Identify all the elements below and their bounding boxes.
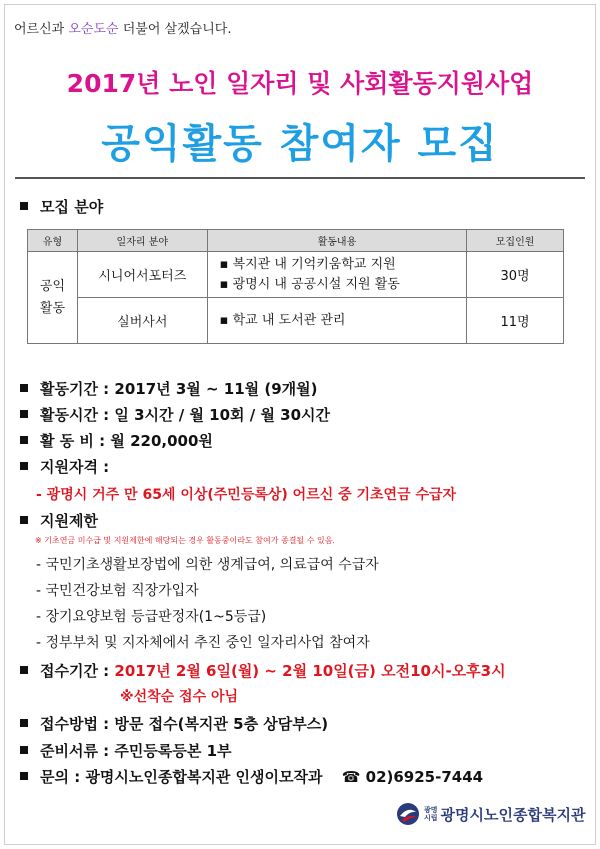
activity-item: ▪ 복지관 내 기억키움학교 지원: [219, 256, 396, 272]
info-eligibility: - 광명시 거주 만 65세 이상(주민등록상) 어르신 중 기초연금 수급자: [36, 487, 457, 503]
field-cell: 실버사서: [77, 298, 207, 344]
bullet-square-icon: [20, 746, 28, 754]
info-documents: 준비서류 : 주민등록등본 1부: [20, 740, 232, 761]
restriction-item: - 장기요양보험 등급판정자(1~5등급): [36, 609, 267, 625]
table-header-row: [28, 230, 564, 252]
count-cell: 11명: [467, 298, 564, 344]
info-restriction-heading: 지원제한: [20, 510, 98, 531]
activity-item: ▪ 광명시 내 공공시설 지원 활동: [219, 276, 400, 292]
reception-value: 2017년 2월 6일(월) ~ 2월 10일(금) 오전10시-오후3시: [114, 662, 506, 680]
restriction-item: - 정부부처 및 지자체에서 추진 중인 일자리사업 참여자: [36, 635, 370, 651]
header-type: 유형: [28, 230, 78, 252]
bullet-square-icon: [20, 516, 28, 524]
title-line1: 2017년 노인 일자리 및 사회활동지원사업: [66, 69, 534, 98]
count-cell: 30명: [467, 252, 564, 298]
slogan-pre: 어르신과: [14, 22, 65, 37]
section-recruit: [20, 196, 103, 217]
header-count: 모집인원: [467, 230, 564, 252]
activities-cell: [207, 252, 466, 298]
restriction-item: - 국민기초생활보장법에 의한 생계급여, 의료급여 수급자: [36, 557, 379, 573]
bullet-square-icon: [20, 384, 28, 392]
slogan-post: 더불어 살겠습니다.: [122, 22, 232, 37]
info-reception: 접수기간 : 2017년 2월 6일(월) ~ 2월 10일(금) 오전10시-오후3시: [20, 660, 506, 681]
bullet-square-icon: [20, 202, 28, 210]
title-divider: [15, 177, 585, 179]
table-row: [28, 298, 564, 344]
bullet-square-icon: [20, 462, 28, 470]
contact-phone: ☎ 02)6925-7444: [341, 768, 484, 786]
table-row: [28, 252, 564, 298]
activity-item: ▪ 학교 내 도서관 관리: [219, 312, 346, 328]
logo-mark-icon: [396, 802, 420, 826]
logo-small-text: 광명 시립: [424, 806, 438, 822]
section-recruit-heading: 모집 분야: [40, 198, 104, 216]
bullet-square-icon: [20, 719, 28, 727]
bullet-square-icon: [20, 410, 28, 418]
recruit-table: [27, 229, 564, 344]
title-line2: 공익활동 참여자 모집: [101, 121, 499, 167]
info-contact: 문의 : 광명시노인종합복지관 인생이모작과 ☎ 02)6925-7444: [20, 766, 483, 787]
bullet-square-icon: [20, 436, 28, 444]
restriction-item: - 국민건강보험 직장가입자: [36, 583, 199, 599]
slogan-accent: 오순도순: [68, 22, 119, 37]
info-time: 활동시간 : 일 3시간 / 월 10회 / 월 30시간: [20, 404, 330, 425]
organization-logo: [396, 800, 585, 828]
type-cell: 공익 활동: [28, 252, 78, 344]
header-activities: 활동내용: [207, 230, 466, 252]
header-field: 일자리 분야: [77, 230, 207, 252]
slogan: [14, 18, 231, 37]
bullet-square-icon: [20, 666, 28, 674]
reception-note: ※선착순 접수 아님: [120, 689, 239, 705]
info-method: 접수방법 : 방문 접수(복지관 5층 상담부스): [20, 713, 328, 734]
activities-cell: [207, 298, 466, 344]
logo-name: 광명시노인종합복지관: [440, 805, 586, 824]
restriction-note: ※ 기초연금 미수급 및 지원제한에 해당되는 경우 활동중이라도 참여가 종결될 수 있음.: [35, 536, 335, 545]
field-cell: 시니어서포터즈: [77, 252, 207, 298]
info-pay: 활 동 비 : 월 220,000원: [20, 430, 213, 451]
info-period: 활동기간 : 2017년 3월 ~ 11월 (9개월): [20, 378, 318, 399]
bullet-square-icon: [20, 772, 28, 780]
info-eligibility-heading: 지원자격 :: [20, 456, 109, 477]
